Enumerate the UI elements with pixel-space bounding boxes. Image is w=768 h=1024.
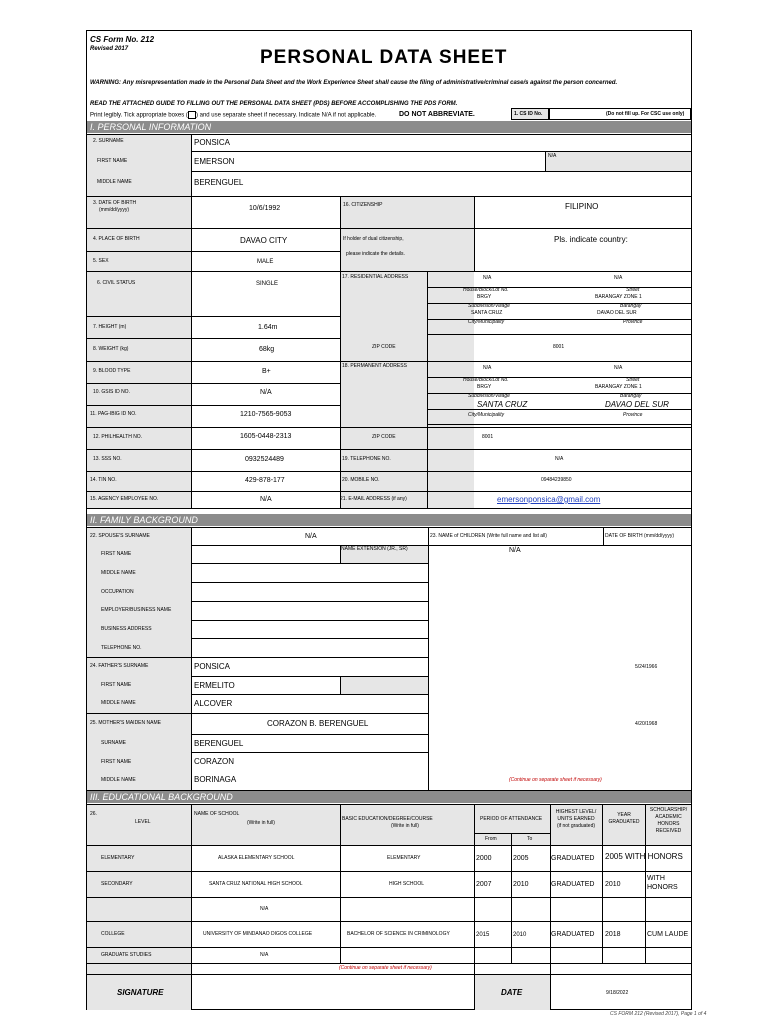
sss-label: 13. SSS NO.: [93, 456, 122, 462]
philhealth-value[interactable]: 1605-0448-2313: [240, 433, 292, 440]
checkbox-icon: [188, 111, 196, 119]
education-continue-note: (Continue on separate sheet if necessary): [339, 965, 432, 971]
sex-value[interactable]: MALE: [257, 259, 274, 265]
school-header: NAME OF SCHOOL: [194, 811, 240, 817]
citizenship-label: 16. CITIZENSHIP: [343, 202, 383, 208]
read-guide-text: READ THE ATTACHED GUIDE TO FILLING OUT THE PERSONAL DATA SHEET (PDS) BEFORE ACCOMPLISHING THE PDS FORM.: [90, 101, 458, 107]
cs-id-label: 1. CS ID No.: [514, 111, 543, 117]
firstname-value[interactable]: EMERSON: [194, 157, 235, 166]
res-subdivision-value[interactable]: BRGY: [477, 294, 492, 300]
height-label: 7. HEIGHT (m): [93, 324, 127, 330]
perm-zip-label: ZIP CODE: [372, 434, 396, 440]
spouse-firstname-label: FIRST NAME: [101, 551, 132, 557]
perm-barangay-value[interactable]: BARANGAY ZONE 1: [595, 384, 642, 390]
father-firstname-label: FIRST NAME: [101, 682, 132, 688]
section-family-background: II. FAMILY BACKGROUND: [87, 514, 691, 526]
mother-firstname-label: FIRST NAME: [101, 759, 132, 765]
telephone-label: 19. TELEPHONE NO.: [342, 456, 391, 462]
from-header: From: [485, 836, 497, 842]
dob-value[interactable]: 10/6/1992: [249, 205, 281, 212]
father-middlename-label: MIDDLE NAME: [101, 700, 136, 706]
csc-use-note: (Do not fill up. For CSC use only): [606, 111, 685, 117]
to-header: To: [527, 836, 533, 842]
blood-type-value[interactable]: B+: [262, 368, 271, 375]
blood-type-label: 9. BLOOD TYPE: [93, 368, 131, 374]
telephone-value[interactable]: N/A: [555, 456, 564, 462]
child-dob-label: DATE OF BIRTH (mm/dd/yyyy): [605, 533, 674, 539]
res-barangay-value[interactable]: BARANGAY ZONE 1: [595, 294, 642, 300]
mobile-label: 20. MOBILE NO.: [342, 477, 380, 483]
spouse-name-ext-label: NAME EXTENSION (JR., SR): [341, 546, 408, 552]
course-header-note: (Write in full): [391, 823, 419, 829]
education-item-number: 26.: [90, 811, 97, 817]
father-middlename-value[interactable]: ALCOVER: [194, 699, 233, 708]
spouse-surname-label: 22. SPOUSE'S SURNAME: [90, 533, 150, 539]
gsis-label: 10. GSIS ID NO.: [93, 389, 130, 395]
permanent-address-label: 18. PERMANENT ADDRESS: [342, 363, 407, 369]
res-city-value[interactable]: SANTA CRUZ: [471, 310, 503, 316]
civil-status-value[interactable]: SINGLE: [256, 281, 279, 287]
mobile-value[interactable]: 09484239850: [541, 477, 572, 483]
middlename-label: MIDDLE NAME: [97, 179, 132, 185]
school-header-note: (Write in full): [247, 820, 275, 826]
tin-value[interactable]: 429-878-177: [245, 477, 285, 484]
pagibig-label: 11. PAG-IBIG ID NO.: [90, 411, 137, 417]
date-label: DATE: [501, 988, 523, 997]
res-street-value[interactable]: N/A: [614, 275, 623, 281]
page-code: CS FORM 212 (Revised 2017), Page 1 of 4: [610, 1011, 707, 1017]
mother-surname-label: SURNAME: [101, 740, 127, 746]
philhealth-label: 12. PHILHEALTH NO.: [93, 434, 143, 440]
email-label: 21. E-MAIL ADDRESS (if any): [340, 496, 407, 502]
pagibig-value[interactable]: 1210-7565-9053: [240, 411, 292, 418]
spouse-business-address-label: BUSINESS ADDRESS: [101, 626, 152, 632]
mother-firstname-value[interactable]: CORAZON: [194, 757, 234, 766]
mother-middlename-label: MIDDLE NAME: [101, 777, 136, 783]
pob-label: 4. PLACE OF BIRTH: [93, 236, 140, 242]
tin-label: 14. TIN NO.: [90, 477, 117, 483]
surname-value[interactable]: PONSICA: [194, 138, 231, 147]
mother-middlename-value[interactable]: BORINAGA: [194, 775, 237, 784]
mother-dob-value[interactable]: 4/20/1968: [635, 721, 658, 727]
pob-value[interactable]: DAVAO CITY: [240, 236, 288, 245]
perm-province-value[interactable]: DAVAO DEL SUR: [605, 400, 669, 409]
section-educational-background: III. EDUCATIONAL BACKGROUND: [87, 791, 691, 803]
sss-value[interactable]: 0932524489: [245, 456, 284, 463]
res-zip-label: ZIP CODE: [372, 344, 396, 350]
surname-label: 2. SURNAME: [93, 138, 124, 144]
dual-citizenship-note-2: please indicate the details.: [346, 251, 405, 257]
father-surname-label: 24. FATHER'S SURNAME: [90, 663, 149, 669]
dob-format: (mm/dd/yyyy): [99, 207, 129, 213]
warning-text: WARNING: Any misrepresentation made in the Personal Data Sheet and the Work Experience Sheet shall cause the filing of administrative/criminal case/s against the person concerned.: [90, 80, 618, 86]
year-graduated-header: YEAR GRADUATED: [608, 812, 640, 825]
firstname-label: FIRST NAME: [97, 158, 128, 164]
perm-city-value[interactable]: SANTA CRUZ: [477, 400, 528, 409]
level-header: LEVEL: [135, 819, 151, 825]
father-firstname-value[interactable]: ERMELITO: [194, 681, 235, 690]
spouse-telephone-label: TELEPHONE NO.: [101, 645, 142, 651]
course-header: BASIC EDUCATION/DEGREE/COURSE: [342, 816, 433, 822]
weight-value[interactable]: 68kg: [259, 346, 275, 353]
mother-maiden-value[interactable]: CORAZON B. BERENGUEL: [267, 719, 369, 728]
honors-header: SCHOLARSHIP/ ACADEMIC HONORS RECEIVED: [649, 807, 688, 834]
spouse-middlename-label: MIDDLE NAME: [101, 570, 136, 576]
children-label: 23. NAME of CHILDREN (Write full name and list all): [430, 533, 547, 539]
highest-level-header: HIGHEST LEVEL/ UNITS EARNED (if not graduated): [555, 809, 597, 829]
indicate-country[interactable]: Pls. indicate country:: [554, 235, 628, 244]
perm-zip-value[interactable]: 8001: [482, 434, 494, 440]
period-header: PERIOD OF ATTENDANCE: [480, 816, 543, 822]
dual-citizenship-note-1: If holder of dual citizenship,: [343, 236, 404, 242]
gsis-value[interactable]: N/A: [260, 389, 272, 396]
res-province-value[interactable]: DAVAO DEL SUR: [597, 310, 637, 316]
children-value[interactable]: N/A: [509, 547, 521, 554]
do-not-abbreviate: DO NOT ABBREVIATE.: [399, 111, 475, 118]
father-surname-value[interactable]: PONSICA: [194, 662, 231, 671]
res-house-value[interactable]: N/A: [483, 275, 492, 281]
form-number: CS Form No. 212: [90, 35, 155, 44]
agency-employee-label: 15. AGENCY EMPLOYEE NO.: [90, 496, 159, 502]
citizenship-value[interactable]: FILIPINO: [565, 202, 599, 211]
spouse-surname-value[interactable]: N/A: [305, 533, 317, 540]
spouse-occupation-label: OCCUPATION: [101, 589, 134, 595]
form-revision: Revised 2017: [90, 46, 129, 52]
signature-label: SIGNATURE: [117, 988, 164, 997]
sex-label: 5. SEX: [93, 258, 109, 264]
signature-field[interactable]: [192, 975, 473, 1009]
section-personal-information: I. PERSONAL INFORMATION: [87, 121, 691, 133]
civil-status-label: 6. CIVIL STATUS: [97, 280, 136, 286]
weight-label: 8. WEIGHT (kg): [93, 346, 129, 352]
father-dob-value[interactable]: 5/24/1966: [635, 664, 658, 670]
middlename-value[interactable]: BERENGUEL: [194, 178, 244, 187]
print-legibly-text: Print legibly. Tick appropriate boxes ( ) and use separate sheet if necessary. Indicate N/A if not applicable.: [90, 112, 377, 119]
form-title: PERSONAL DATA SHEET: [260, 47, 508, 68]
personal-data-sheet: CS Form No. 212 Revised 2017 PERSONAL DATA SHEET WARNING: Any misrepresentation made in the Personal Data Sheet and the Work Experience Sheet shall cause the filing of administrative/criminal case/s against the person concerned. READ THE ATTACHED GUIDE TO FILLING OUT THE PERSONAL DATA SHEET (PDS) BEFORE ACCOMPLISHING THE PDS FORM. Print legibly. Tick appropriate boxes ( ) and use separate sheet if necessary. Indicate N/A if not applicable. DO NOT ABBREVIATE. 1. CS ID No. (Do not fill up. For CSC use only) I. PERSONAL INFORMATION 2. SURNAME PONSICA FIRST NAME EMERSON N/A MIDDLE NAME BERENGUEL 3. DATE OF BIRTH (mm/dd/yyyy) 10/6/1992 16. CITIZENSHIP FILIPINO 4. PLACE OF BIRTH DAVAO CITY If holder of dual citizenship, please indicate the details. Pls. indicate country: 5. SEX MALE 6. CIVIL STATUS SINGLE 17. RESIDENTIAL ADDRESS N/A N/A House/Block/Lot No. Street BRGY BARANGAY ZONE 1 Subdivision/Village Barangay SANTA CRUZ DAVAO DEL SUR City/Municipality Province 7. HEIGHT (m) 1.64m ZIP CODE 8001 8. WEIGHT (kg) 68kg 9. BLOOD TYPE B+ 18. PERMANENT ADDRESS N/A N/A House/Block/Lot No. Street BRGY BARANGAY ZONE 1 Subdivision/Village Barangay SANTA CRUZ DAVAO DEL SUR City/Municipality Province 10. GSIS ID NO. N/A 11. PAG-IBIG ID NO. 1210-7565-9053 12. PHILHEALTH NO. 1605-0448-2313 ZIP CODE 8001 13. SSS NO. 0932524489 19. TELEPHONE NO. N/A 14. TIN NO. 429-878-177 20. MOBILE NO. 09484239850 15. AGENCY EMPLOYEE NO. N/A 21. E-MAIL ADDRESS (if any) emersonponsica@gmail.com II. FAMILY BACKGROUND 22. SPOUSE'S SURNAME N/A NAME EXTENSION (JR., SR) 23. NAME of CHILDREN (Write full name and list all) N/A DATE OF BIRTH (mm/dd/yyyy) FIRST NAME MIDDLE NAME OCCUPATION EMPLOYER/BUSINESS NAME BUSINESS ADDRESS TELEPHONE NO. 24. FATHER'S SURNAME PONSICA 5/24/1966 FIRST NAME ERMELITO MIDDLE NAME ALCOVER 25. MOTHER'S MAIDEN NAME CORAZON B. BERENGUEL 4/20/1968 SURNAME BERENGUEL FIRST NAME CORAZON MIDDLE NAME BORINAGA (Continue on separate sheet if necessary) III. EDUCATIONAL BACKGROUND 26. LEVEL NAME OF SCHOOL (Write in full) BASIC EDUCATION/DEGREE/COURSE (Write in full) PERIOD OF ATTENDANCE From To HIGHEST LEVEL/ UNITS EARNED (if not graduated) YEAR GRADUATED SCHOLARSHIP/ ACADEMIC HONORS RECEIVED ELEMENTARY ALASKA ELEMENTARY SCHOOL ELEMENTARY 2000 2005 GRADUATED 2005 WITH HONORS SECONDARY SANTA CRUZ NATIONAL HIGH SCHOOL HIGH SCHOOL 2007 2010 GRADUATED 2010 WITH HONORS N/A COLLEGE UNIVERSITY OF MINDANAO DIGOS COLLEGE BACHELOR OF SCIENCE IN CRIMINOLOGY 2015 2010 GRADUATED 2018 CUM LAUDE GRADUATE STUDIES N/A (Continue on separate sheet if necessary) SIGNATURE DATE 9/18/2022: [86, 30, 692, 1010]
spouse-employer-label: EMPLOYER/BUSINESS NAME: [101, 607, 172, 613]
perm-street-value[interactable]: N/A: [614, 365, 623, 371]
name-extension-value[interactable]: N/A: [548, 153, 557, 159]
residential-address-label: 17. RESIDENTIAL ADDRESS: [342, 274, 409, 280]
perm-subdivision-value[interactable]: BRGY: [477, 384, 492, 390]
perm-house-value[interactable]: N/A: [483, 365, 492, 371]
agency-employee-value[interactable]: N/A: [260, 496, 272, 503]
mother-maiden-label: 25. MOTHER'S MAIDEN NAME: [90, 720, 161, 726]
dob-label: 3. DATE OF BIRTH: [93, 200, 137, 206]
mother-surname-value[interactable]: BERENGUEL: [194, 739, 244, 748]
email-link[interactable]: emersonponsica@gmail.com: [497, 495, 601, 504]
date-value[interactable]: 9/18/2022: [606, 990, 629, 996]
height-value[interactable]: 1.64m: [258, 324, 278, 331]
res-zip-value[interactable]: 8001: [553, 344, 565, 350]
family-continue-note: (Continue on separate sheet if necessary): [509, 777, 602, 783]
